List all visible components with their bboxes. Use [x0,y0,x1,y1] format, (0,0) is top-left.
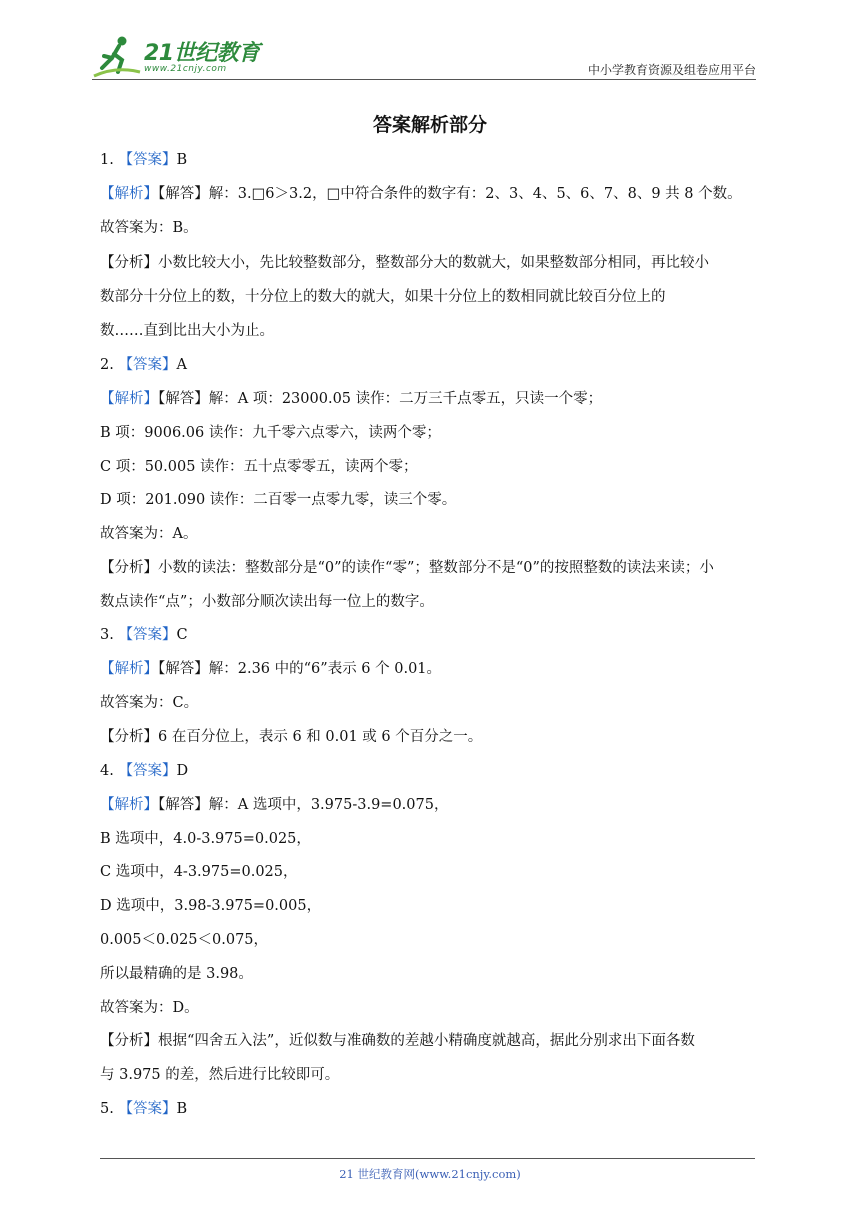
line-text: C 选项中，4-3.975=0.025， [100,864,298,880]
line-text: D 选项中，3.98-3.975=0.005， [100,898,322,914]
text-line [100,184,742,204]
line-text: B [176,152,188,168]
site-logo [92,34,272,78]
text-line [100,150,187,170]
section-tag: 【答案】 [118,152,177,168]
text-line [100,964,253,984]
line-text: 故答案为：D。 [100,1000,199,1016]
text-line [100,457,418,477]
text-line [100,218,198,238]
line-text: 0.005＜0.025＜0.075， [100,932,269,948]
line-text: 【分析】小数的读法：整数部分是“0”的读作“零”；整数部分不是“0”的按照整数的读法来读；小 [100,560,714,576]
text-line [100,1099,187,1119]
line-text: B [176,1101,188,1117]
runner-logo-icon [92,34,142,78]
section-tag: 【解析】 [100,391,158,407]
line-text: 2. [100,357,119,373]
text-line [100,1031,695,1051]
text-line [100,930,268,950]
text-line [100,287,666,307]
text-line [100,862,298,882]
text-line [100,558,714,578]
text-line [100,592,434,612]
line-text: 【分析】6 在百分位上，表示 6 和 0.01 或 6 个百分之一。 [100,729,483,745]
text-line [100,253,709,273]
line-text: 【分析】根据“四舍五入法”，近似数与准确数的差越小精确度就越高，据此分别求出下面各数 [100,1033,695,1049]
text-line [100,490,456,510]
line-text: 【解答】解：A 选项中，3.975-3.9=0.075， [158,797,449,813]
line-text: D 项：201.090 读作：二百零一点零九零，读三个零。 [100,492,457,508]
line-text: 3. [100,627,119,643]
logo-url-text: www.21cnjy.com [144,64,227,74]
line-text: 数点读作“点”；小数部分顺次读出每一位上的数字。 [100,594,434,610]
text-line [100,829,311,849]
line-text: 所以最精确的是 3.98。 [100,966,253,982]
page-title: 答案解析部分 [372,114,487,136]
header-divider [92,79,756,80]
text-line [100,355,187,375]
line-text: 故答案为：A。 [100,526,198,542]
line-text: 【解答】解：A 项：23000.05 读作：二万三千点零五，只读一个零； [158,391,603,407]
line-text: 数部分十分位上的数，十分位上的数大的就大，如果十分位上的数相同就比较百分位上的 [100,289,666,305]
line-text: D [176,763,189,779]
text-line [100,659,441,679]
text-line [100,321,274,341]
line-text: B 项：9006.06 读作：九千零六点零六，读两个零； [100,425,441,441]
line-text: 与 3.975 的差，然后进行比较即可。 [100,1067,340,1083]
text-line [100,423,441,443]
text-line [100,896,321,916]
section-tag: 【解析】 [100,186,158,202]
line-text: 故答案为：C。 [100,695,199,711]
section-tag: 【答案】 [118,1101,177,1117]
line-text: 【解答】解：2.36 中的“6”表示 6 个 0.01。 [158,661,442,677]
text-line [100,1065,339,1085]
line-text: 【分析】小数比较大小，先比较整数部分，整数部分大的数就大，如果整数部分相同，再比较小 [100,255,709,271]
header-tagline: 中小学教育资源及组卷应用平台 [587,63,756,77]
text-line [100,693,198,713]
line-text: 1. [100,152,119,168]
page-footer: 21 世纪教育网(www.21cnjy.com) [339,1167,521,1181]
line-text: 【解答】解：3.□6＞3.2，□中符合条件的数字有：2、3、4、5、6、7、8、9 共 8 个数。 [158,186,742,202]
line-text: C [176,627,188,643]
line-text: B 选项中，4.0-3.975=0.025， [100,831,311,847]
text-line [100,524,197,544]
text-line [100,625,188,645]
text-line [100,761,188,781]
page-header [92,34,756,80]
line-text: A [176,357,187,373]
section-tag: 【答案】 [118,627,177,643]
text-line [100,389,602,409]
logo-brand-text: 21世纪教育 [144,41,260,66]
text-line [100,727,482,747]
line-text: 故答案为：B。 [100,220,198,236]
section-tag: 【解析】 [100,661,158,677]
line-text: 4. [100,763,119,779]
text-line [100,795,448,815]
line-text: 5. [100,1101,119,1117]
footer-divider [100,1158,755,1159]
text-line [100,998,199,1018]
line-text: C 项：50.005 读作：五十点零零五，读两个零； [100,459,418,475]
section-tag: 【答案】 [118,763,177,779]
line-text: 数……直到比出大小为止。 [100,323,274,339]
section-tag: 【解析】 [100,797,158,813]
section-tag: 【答案】 [118,357,177,373]
